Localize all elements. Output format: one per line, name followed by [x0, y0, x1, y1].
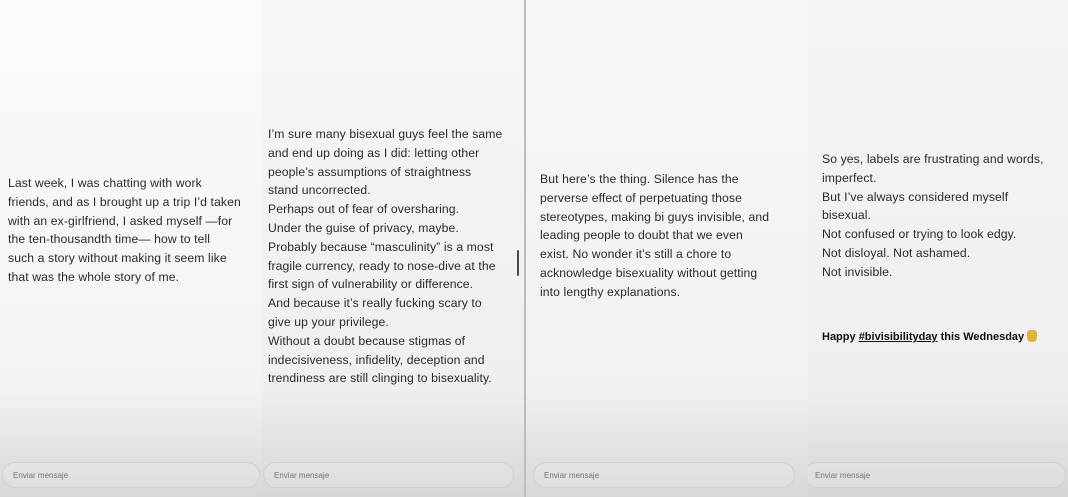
story-panel-4[interactable]	[808, 0, 1068, 497]
story-panel-3[interactable]	[526, 0, 808, 497]
scroll-handle[interactable]	[517, 250, 519, 276]
story-text: I’m sure many bisexual guys feel the same and end up doing as I did: letting other people’s assumptions of straightness stand uncorrected. Perhaps out of fear of oversharing. Under the guise of privacy, maybe. Probably because “masculinity” is a most fragile currency, ready to nose-dive at the first sign of vulnerability or difference. And because it’s really fucking scary to give up your privilege. Without a doubt because stigmas of indecisiveness, infidelity, deception and trendiness are still clinging to bisexuality.	[268, 127, 503, 386]
send-message-input[interactable]	[263, 462, 514, 488]
peace-hand-icon	[1027, 330, 1037, 342]
hashtag-link[interactable]: #bivisibilityday	[858, 331, 938, 343]
story-text: Last week, I was chatting with work friends, and as I brought up a trip I’d taken with an ex-girlfriend, I asked myself —for the ten-thousandth time— how to tell such a story without making it seem like that was the whole story of me.	[8, 176, 241, 284]
send-message-input[interactable]	[808, 462, 1066, 488]
caption-prefix: Happy	[822, 331, 859, 343]
story-panel-2[interactable]	[262, 0, 524, 497]
story-text: So yes, labels are frustrating and words, imperfect. But I’ve always considered myself bisexual. Not confused or trying to look edgy. Not disloyal. Not ashamed. Not invisible.	[822, 152, 1044, 279]
story-caption	[822, 330, 1037, 343]
story-panel-1[interactable]	[0, 0, 262, 497]
story-text: But here’s the thing. Silence has the perverse effect of perpetuating those stereotypes, making bi guys invisible, and leading people to doubt that we even exist. No wonder it’s still a chore to acknowledge bisexuality without getting into lengthy explanations.	[540, 172, 770, 299]
caption-suffix: this Wednesday	[937, 331, 1025, 343]
send-message-input[interactable]	[2, 462, 260, 488]
send-message-input[interactable]	[533, 462, 795, 488]
